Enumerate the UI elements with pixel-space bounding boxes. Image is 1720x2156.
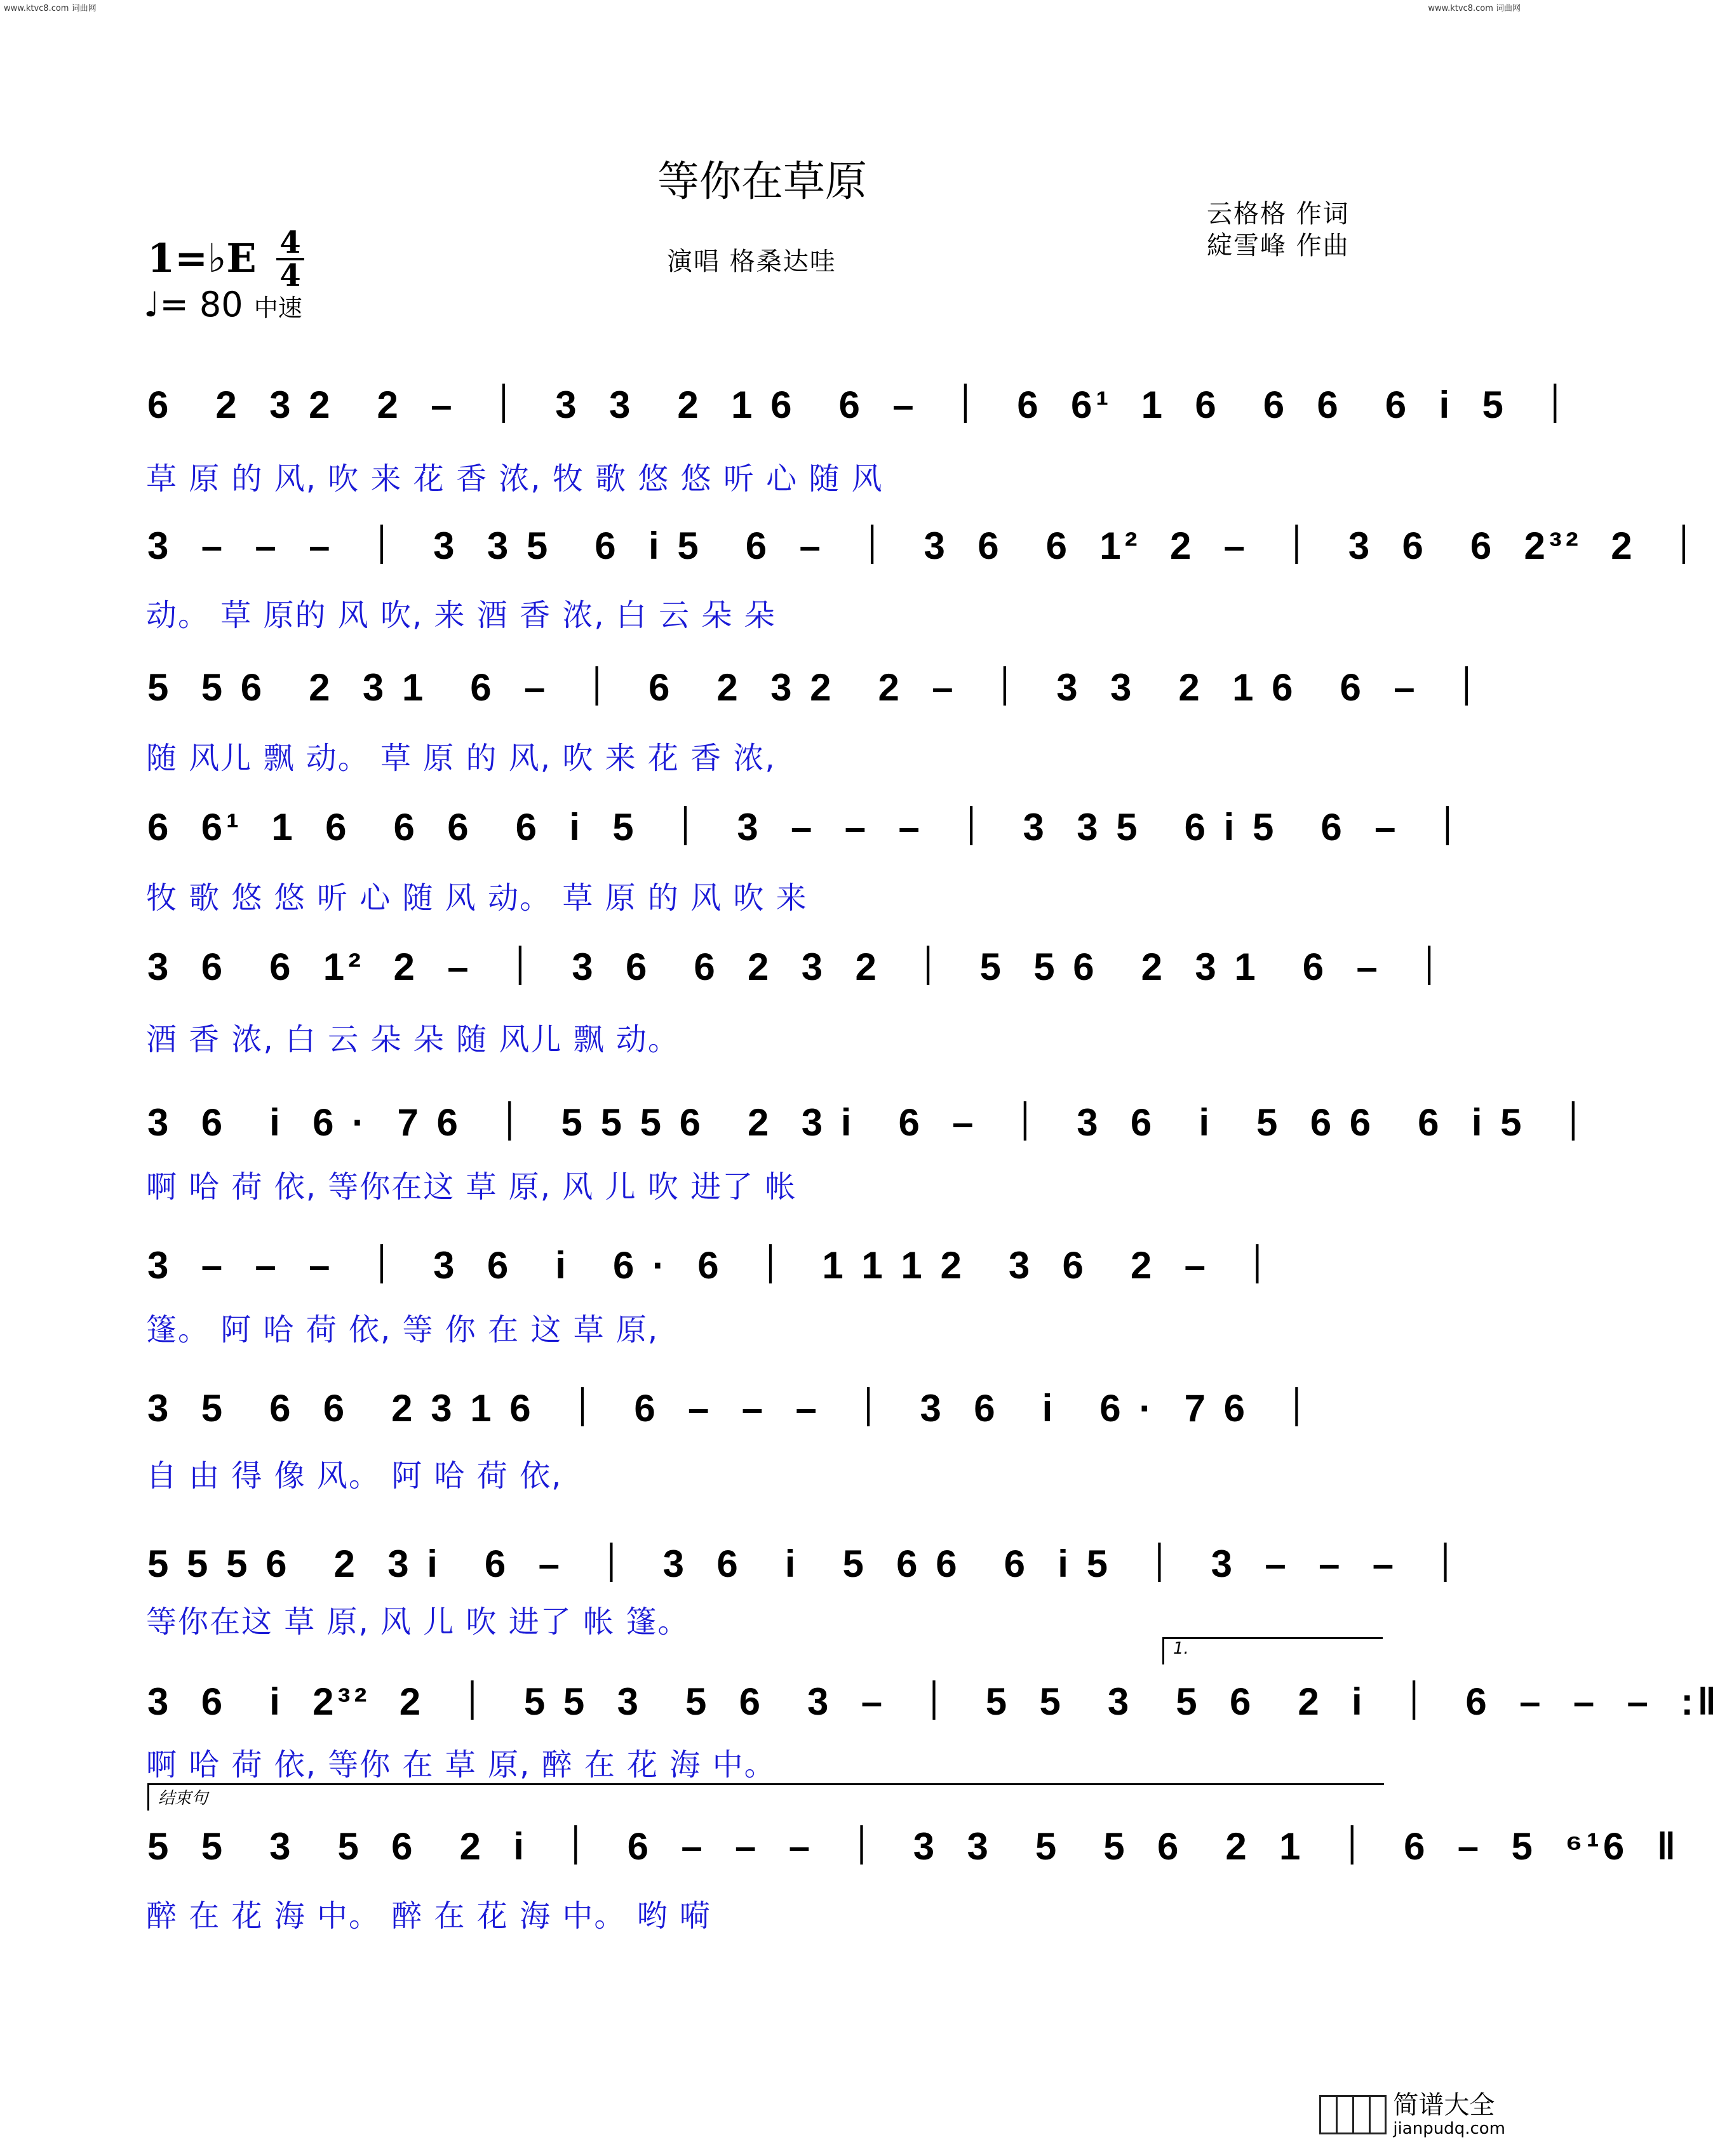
notation-row-7 (147, 1235, 1380, 1305)
lyrics-row-5: 酒 香 浓, 白 云 朵 朵 随 风儿 飘 动。 (146, 1022, 680, 1057)
tempo-marking (144, 285, 302, 325)
row-10-notes: 3 6 i 2³² 2 ｜ 5 5 3 5 6 3 – ｜ 5 5 3 5 6 2 i ｜ 6 – – – :‖ (147, 1680, 1720, 1723)
corner-watermark-left: www.ktvc8.com 词曲网 (4, 4, 97, 13)
ending-phrase-bracket: 结束句 (147, 1783, 1384, 1811)
lyrics-row-3: 随 风儿 飘 动。 草 原 的 风, 吹 来 花 香 浓, (146, 740, 776, 776)
lyricist-credit: 云格格 作词 (1207, 199, 1350, 229)
notation-row-3 (147, 657, 1489, 727)
lyrics-row-2: 动。 草 原的 风 吹, 来 酒 香 浓, 白 云 朵 朵 (146, 598, 776, 633)
logo-url: jianpudq.com (1393, 2119, 1505, 2138)
row-8-notes: 3 5 6 6 2 3 1 6 ｜ 6 – – – ｜ 3 6 i 6 · 7 6 ｜ (147, 1387, 1320, 1430)
lyrics-row-4: 牧 歌 悠 悠 听 心 随 风 动。 草 原 的 风 吹 来 (146, 880, 808, 916)
row-3-notes: 5 5 6 2 3 1 6 – ｜ 6 2 3 2 2 – ｜ 3 3 2 1 6 6 – ｜ (147, 666, 1489, 709)
tempo-word: 中速 (253, 294, 302, 322)
row-6-notes: 3 6 i 6 · 7 6 ｜ 5 5 5 6 2 3 i 6 – ｜ 3 6 i 5 6 6 6 i 5 ｜ (147, 1101, 1596, 1144)
tempo-value: ♩= 80 (144, 285, 243, 325)
lyrics-row-11: 醉 在 花 海 中。 醉 在 花 海 中。 哟 嗬 (146, 1898, 711, 1934)
lyrics-row-6: 啊 哈 荷 依, 等你在这 草 原, 风 儿 吹 进了 帐 (146, 1169, 797, 1205)
volta-first-ending: 1. (1162, 1637, 1383, 1664)
time-signature (274, 225, 306, 293)
lyrics-row-7: 篷。 阿 哈 荷 依, 等 你 在 这 草 原, (146, 1312, 659, 1348)
row-2-notes: 3 – – – ｜ 3 3 5 6 i 5 6 – ｜ 3 6 6 1² 2 – ｜ 3 6 6 2³² 2 ｜ (147, 525, 1707, 567)
notation-row-4 (147, 797, 1470, 867)
row-7-notes: 3 – – – ｜ 3 6 i 6 · 6 ｜ 1 1 1 2 3 6 2 – ｜ (147, 1244, 1280, 1287)
notation-row-8 (147, 1378, 1380, 1448)
piano-keys-icon (1319, 2095, 1387, 2134)
song-title: 等你在草原 (657, 157, 867, 206)
notation-row-2 (147, 516, 1707, 586)
logo-text: 简谱大全 (1393, 2091, 1495, 2120)
composer-credit: 綻雪峰 作曲 (1207, 231, 1350, 260)
notation-row-11 (147, 1816, 1680, 1886)
corner-watermark-right: www.ktvc8.com 词曲网 (1428, 4, 1521, 13)
lyrics-row-1: 草 原 的 风, 吹 来 花 香 浓, 牧 歌 悠 悠 听 心 随 风 (146, 461, 884, 497)
row-9-notes: 5 5 5 6 2 3 i 6 – ｜ 3 6 i 5 6 6 6 i 5 ｜ 3 – – – ｜ (147, 1543, 1468, 1585)
notation-row-5 (147, 937, 1453, 1007)
row-4-notes: 6 6¹ 1 6 6 6 6 i 5 ｜ 3 – – – ｜ 3 3 5 6 i 5 6 – ｜ (147, 806, 1470, 848)
lyrics-row-10: 啊 哈 荷 依, 等你 在 草 原, 醉 在 花 海 中。 (146, 1747, 776, 1783)
notation-row-6 (147, 1092, 1596, 1162)
notation-row-1 (147, 375, 1578, 445)
key-signature: 1=♭E (147, 235, 257, 281)
site-logo (1319, 2091, 1505, 2138)
notation-row-10 (147, 1671, 1720, 1741)
time-sig-top: 4 (279, 225, 301, 260)
notation-row-9 (147, 1534, 1468, 1604)
row-1-notes: 6 2 3 2 2 – ｜ 3 3 2 1 6 6 – ｜ 6 6¹ 1 6 6 6 6 i 5 ｜ (147, 384, 1578, 426)
row-5-notes: 3 6 6 1² 2 – ｜ 3 6 6 2 3 2 ｜ 5 5 6 2 3 1 6 – ｜ (147, 946, 1453, 988)
lyrics-row-8: 自 由 得 像 风。 阿 哈 荷 依, (146, 1458, 563, 1494)
time-sig-bottom: 4 (279, 258, 301, 293)
performer-credit: 演唱 格桑达哇 (667, 247, 836, 276)
row-11-notes: 5 5 3 5 6 2 i ｜ 6 – – – ｜ 3 3 5 5 6 2 1 ｜ 6 – 5 ⁶¹6 ‖ (147, 1825, 1680, 1868)
lyrics-row-9: 等你在这 草 原, 风 儿 吹 进了 帐 篷。 (146, 1604, 690, 1640)
